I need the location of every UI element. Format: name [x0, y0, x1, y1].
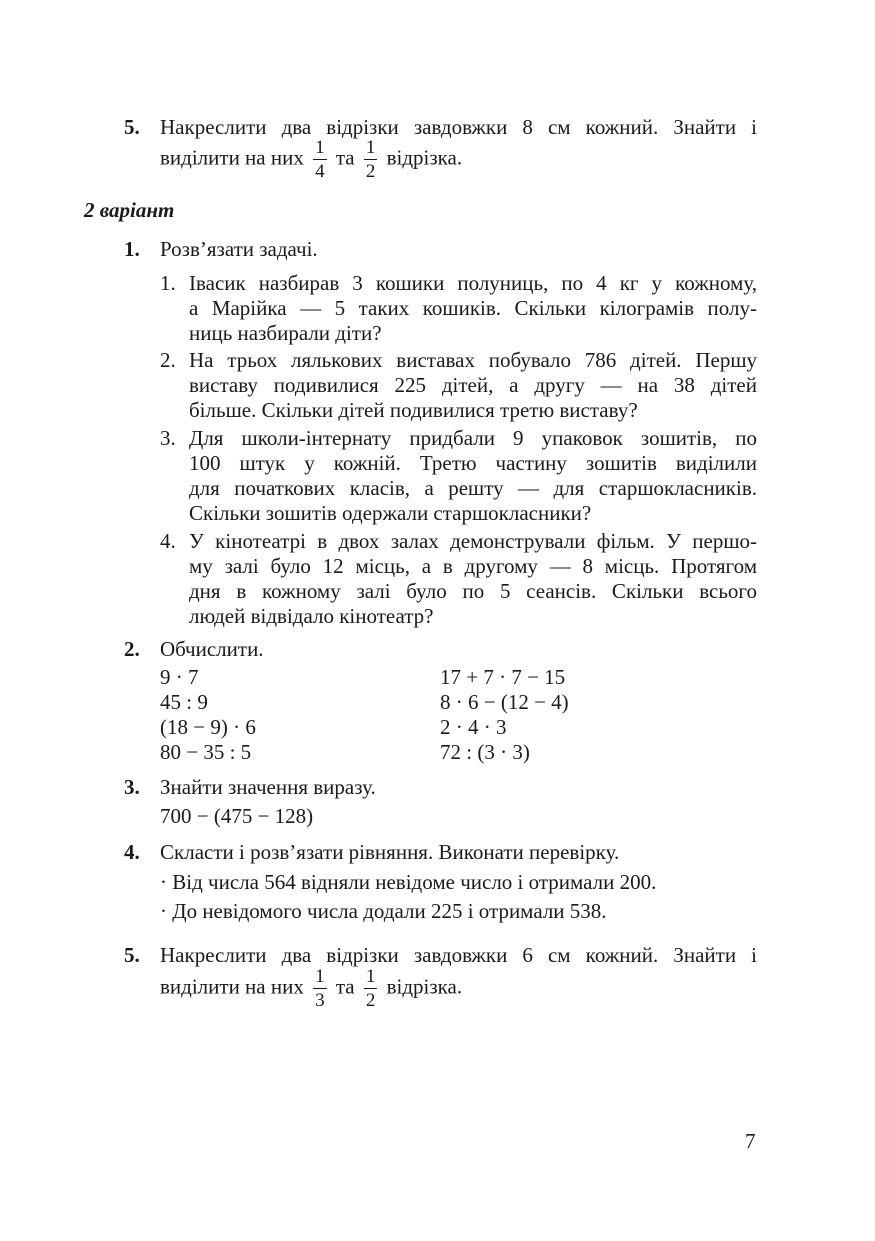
task5-conjunction: та	[335, 974, 355, 999]
task4-title: Скласти і розв’язати рівняння. Виконати перевірку.	[160, 840, 620, 864]
problem2-line1: На трьох лялькових виставах побувало 786 дітей. Першу	[189, 348, 757, 372]
prev-task5-line2-pre: виділити на них	[160, 145, 304, 170]
task5-line2	[160, 967, 462, 1010]
problem1-line2: а Марійка — 5 таких кошиків. Скільки кілограмів полу-	[189, 296, 757, 320]
problem3-line4: Скільки зошитів одержали старшокласники?	[189, 501, 592, 525]
prev-task5-conjunction: та	[335, 145, 355, 170]
problem3-line1: Для школи-інтернату придбали 9 упаковок зошитів, по	[189, 426, 757, 450]
problem1-line3: ниць назбирали діти?	[189, 321, 382, 345]
expression-left-4: 80 − 35 : 5	[160, 740, 252, 764]
page-number: 7	[745, 1129, 756, 1153]
expression-right-2: 8 · 6 − (12 − 4)	[440, 690, 569, 714]
task3-expression: 700 − (475 − 128)	[160, 804, 314, 828]
fraction-one-half: $\frac{1}{2}$	[365, 966, 376, 1011]
problem2-line2: виставу подивилися 225 дітей, а другу — на 38 дітей	[189, 373, 757, 397]
fraction-one-third: $\frac{1}{3}$	[315, 966, 325, 1011]
task2-title: Обчислити.	[160, 637, 264, 661]
task5-line2-post: відрізка.	[386, 974, 463, 999]
problem1-line1: Івасик назбирав 3 кошики полуниць, по 4 кг у кожному,	[189, 271, 757, 295]
task4-number: 4.	[124, 840, 140, 864]
problem4-line1: У кінотеатрі в двох залах демонстрували фільм. У першо-	[189, 529, 757, 553]
fraction-one-quarter: $\frac{1}{4}$	[315, 137, 325, 182]
task1-title: Розв’язати задачі.	[160, 237, 318, 261]
task5-line1: Накреслити два відрізки завдовжки 6 см кожний. Знайти і	[160, 943, 757, 967]
fraction-one-half: $\frac{1}{2}$	[365, 137, 376, 182]
variant-heading: 2 варіант	[84, 198, 175, 222]
problem4-line2: му залі було 12 місць, а в другому — 8 місць. Протягом	[189, 554, 757, 578]
prev-task5-line2-post: відрізка.	[386, 145, 463, 170]
expression-right-3: 2 · 4 · 3	[440, 715, 507, 739]
prev-task5-line2	[160, 138, 462, 181]
task3-title: Знайти значення виразу.	[160, 775, 376, 799]
problem4-line4: людей відвідало кінотеатр?	[189, 604, 434, 628]
task3-number: 3.	[124, 775, 140, 799]
task4-item-2: · До невідомого числа додали 225 і отримали 538.	[160, 899, 607, 923]
problem3-line2: 100 штук у кожній. Третю частину зошитів виділили	[189, 451, 757, 475]
task1-number: 1.	[124, 237, 140, 261]
task2-number: 2.	[124, 637, 140, 661]
expression-left-2: 45 : 9	[160, 690, 208, 714]
task5-line2-pre: виділити на них	[160, 974, 304, 999]
expression-left-3: (18 − 9) · 6	[160, 715, 256, 739]
problem2-line3: більше. Скільки дітей подивилися третю виставу?	[189, 398, 638, 422]
prev-task5-line1: Накреслити два відрізки завдовжки 8 см кожний. Знайти і	[160, 115, 757, 139]
expression-right-1: 17 + 7 · 7 − 15	[440, 665, 566, 689]
task5-number: 5.	[124, 943, 140, 967]
task4-item-1: · Від числа 564 відняли невідоме число і отримали 200.	[160, 870, 657, 894]
problem4-line3: дня в кожному залі було по 5 сеансів. Скільки всього	[189, 579, 757, 603]
expression-right-4: 72 : (3 · 3)	[440, 740, 530, 764]
prev-task5-number: 5.	[124, 115, 140, 139]
problem3-line3: для початкових класів, а решту — для старшокласників.	[189, 476, 757, 500]
expression-left-1: 9 · 7	[160, 665, 199, 689]
